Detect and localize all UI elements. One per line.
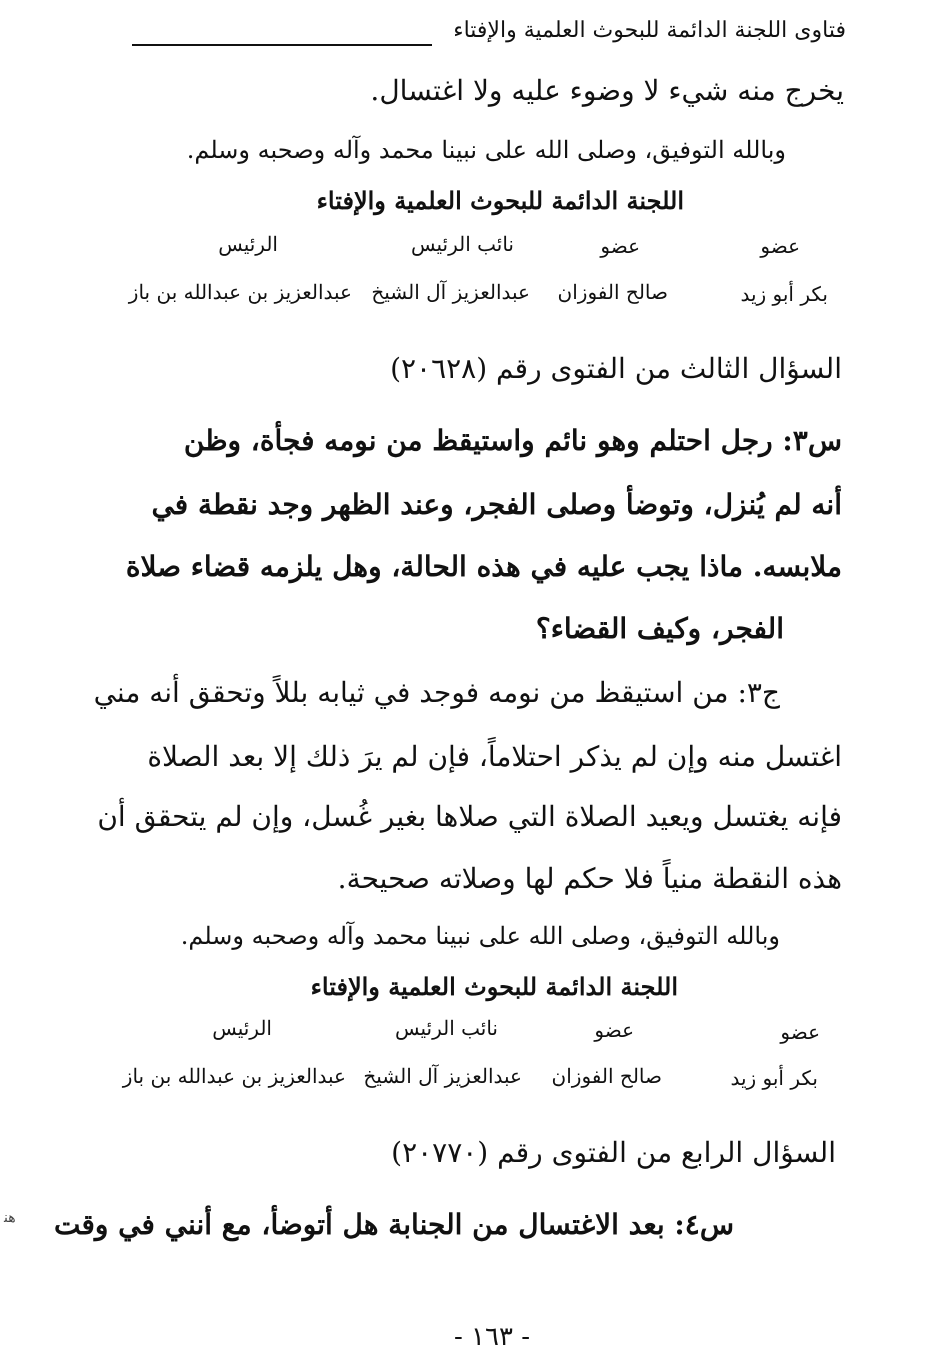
committee-2-name-1: بكر أبو زيد	[730, 1066, 818, 1090]
committee-1-role-3: نائب الرئيس	[410, 232, 514, 256]
committee-1-name-2: صالح الفوزان	[557, 280, 668, 304]
page-number: - ١٦٣ -	[453, 1322, 530, 1352]
committee-2-name-2: صالح الفوزان	[551, 1064, 662, 1088]
question-4-heading: السؤال الرابع من الفتوى رقم (٢٠٧٧٠)	[391, 1136, 836, 1169]
committee-2-role-1: عضو	[780, 1020, 820, 1044]
committee-1-name-1: بكر أبو زيد	[740, 282, 828, 306]
margin-mark: ﻫﻨ	[4, 1210, 16, 1226]
answer-3-closing: وبالله التوفيق، وصلى الله على نبينا محمد وآله وصحبه وسلم.	[180, 922, 780, 950]
committee-2-role-2: عضو	[594, 1018, 634, 1042]
answer-3-line-2: اغتسل منه وإن لم يذكر احتلاماً، فإن لم يرَ ذلك إلا بعد الصلاة	[147, 740, 842, 773]
header-rule	[132, 44, 432, 46]
intro-line-2: وبالله التوفيق، وصلى الله على نبينا محمد وآله وصحبه وسلم.	[186, 136, 786, 164]
question-3-line-4: الفجر، وكيف القضاء؟	[535, 612, 784, 645]
running-header-title: فتاوى اللجنة الدائمة للبحوث العلمية والإفتاء	[453, 18, 846, 43]
committee-1-name-3: عبدالعزيز آل الشيخ	[371, 280, 530, 304]
committee-name-2: اللجنة الدائمة للبحوث العلمية والإفتاء	[310, 972, 678, 1001]
answer-3-line-3: فإنه يغتسل ويعيد الصلاة التي صلاها بغير غُسل، وإن لم يتحقق أن	[97, 800, 842, 833]
committee-1-role-4: الرئيس	[218, 232, 278, 256]
question-3-line-2: أنه لم يُنزل، وتوضأ وصلى الفجر، وعند الظهر وجد نقطة في	[151, 488, 842, 521]
question-3-heading: السؤال الثالث من الفتوى رقم (٢٠٦٢٨)	[390, 352, 842, 385]
committee-2-role-4: الرئيس	[212, 1016, 272, 1040]
answer-3-line-4: هذه النقطة منياً فلا حكم لها وصلاته صحيحة.	[337, 862, 842, 895]
question-3-line-3: ملابسه. ماذا يجب عليه في هذه الحالة، وهل يلزمه قضاء صلاة	[125, 550, 842, 583]
committee-1-role-2: عضو	[600, 234, 640, 258]
committee-2-name-4: عبدالعزيز بن عبدالله بن باز	[122, 1064, 346, 1088]
committee-1-name-4: عبدالعزيز بن عبدالله بن باز	[128, 280, 352, 304]
committee-2-name-3: عبدالعزيز آل الشيخ	[363, 1064, 522, 1088]
intro-line-1: يخرج منه شيء لا وضوء عليه ولا اغتسال.	[370, 74, 844, 107]
answer-3-line-1: ج٣: من استيقظ من نومه فوجد في ثيابه بللاً وتحقق أنه مني	[93, 676, 780, 709]
question-3-line-1: س٣: رجل احتلم وهو نائم واستيقظ من نومه فجأة، وظن	[183, 424, 842, 457]
committee-2-role-3: نائب الرئيس	[394, 1016, 498, 1040]
question-4-line-1: س٤: بعد الاغتسال من الجنابة هل أتوضأ، مع أنني في وقت	[54, 1208, 734, 1241]
committee-1-role-1: عضو	[760, 234, 800, 258]
committee-name-1: اللجنة الدائمة للبحوث العلمية والإفتاء	[316, 186, 684, 215]
